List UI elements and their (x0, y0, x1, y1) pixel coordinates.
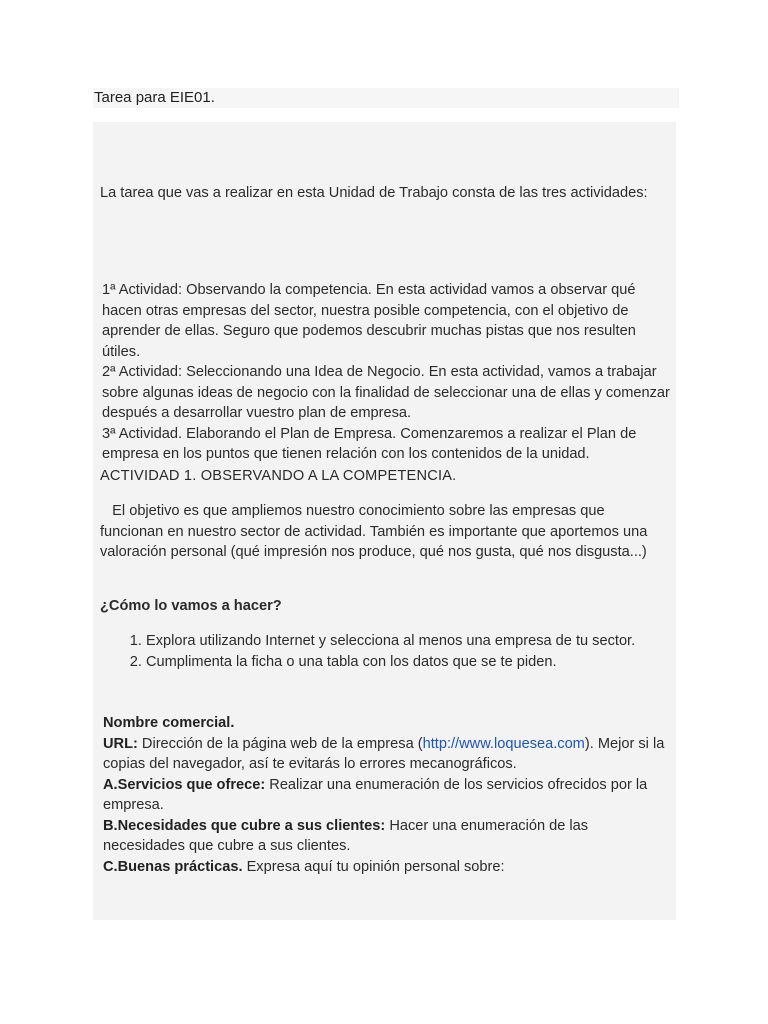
step-item: 1. Explora utilizando Internet y selecciona al menos una empresa de tu sector. (146, 631, 716, 652)
activities-list (102, 280, 672, 465)
activity-2: 2ª Actividad: Seleccionando una Idea de Negocio. En esta actividad, vamos a trabajar sobre algunas ideas de negocio con la finalidad de seleccionar una de ellas y comenzar después a desarrollar vuestro plan de empresa. (102, 364, 670, 421)
url-label: URL: (103, 735, 138, 752)
step-item: 2. Cumplimenta la ficha o una tabla con los datos que se te piden. (146, 652, 716, 673)
steps-list (100, 631, 716, 673)
question-heading: ¿Cómo lo vamos a hacer? (100, 598, 282, 614)
activity-heading: ACTIVIDAD 1. OBSERVANDO A LA COMPETENCIA. (100, 468, 457, 484)
field-nombre (103, 713, 668, 734)
activity-3: 3ª Actividad. Elaborando el Plan de Empresa. Comenzaremos a realizar el Plan de empresa en los puntos que tienen relación con los contenidos de la unidad. (102, 425, 637, 462)
content-box (93, 122, 676, 920)
objective-text: El objetivo es que ampliemos nuestro conocimiento sobre las empresas que funcionan en nuestro sector de actividad. También es importante que aportemos una valoración personal (qué impresión nos produce, qué nos gusta, qué nos disgusta...) (100, 503, 648, 560)
field-necesidades (103, 816, 668, 857)
field-url (103, 734, 668, 775)
servicios-label: A.Servicios que ofrece: (103, 776, 266, 793)
intro-paragraph: La tarea que vas a realizar en esta Unidad de Trabajo consta de las tres actividades: (100, 185, 648, 201)
field-practicas (103, 857, 668, 878)
url-link[interactable]: http://www.loquesea.com (422, 735, 585, 752)
header-bar (93, 88, 679, 108)
form-fields (103, 713, 668, 877)
objective-paragraph (100, 501, 665, 563)
necesidades-label: B.Necesidades que cubre a sus clientes: (103, 817, 386, 834)
document-title: Tarea para EIE01. (94, 89, 215, 106)
practicas-label: C.Buenas prácticas. (103, 858, 243, 875)
activity-1: 1ª Actividad: Observando la competencia. En esta actividad vamos a observar qué hacen otras empresas del sector, nuestra posible competencia, con el objetivo de aprender de ellas. Seguro que podemos descubrir muchas pistas que nos resulten útiles. (102, 282, 636, 360)
url-text-after: ). Mejor si la copias del navegador, así te evitarás lo errores mecanográficos. (103, 735, 665, 772)
practicas-text: Expresa aquí tu opinión personal sobre: (242, 858, 505, 875)
servicios-text: Realizar una enumeración de los servicios ofrecidos por la empresa. (103, 776, 648, 813)
url-text-before: Dirección de la página web de la empresa ( (137, 735, 423, 752)
nombre-label: Nombre comercial. (103, 715, 235, 731)
necesidades-text: Hacer una enumeración de las necesidades que cubre a sus clientes. (103, 817, 589, 854)
field-servicios (103, 775, 668, 816)
